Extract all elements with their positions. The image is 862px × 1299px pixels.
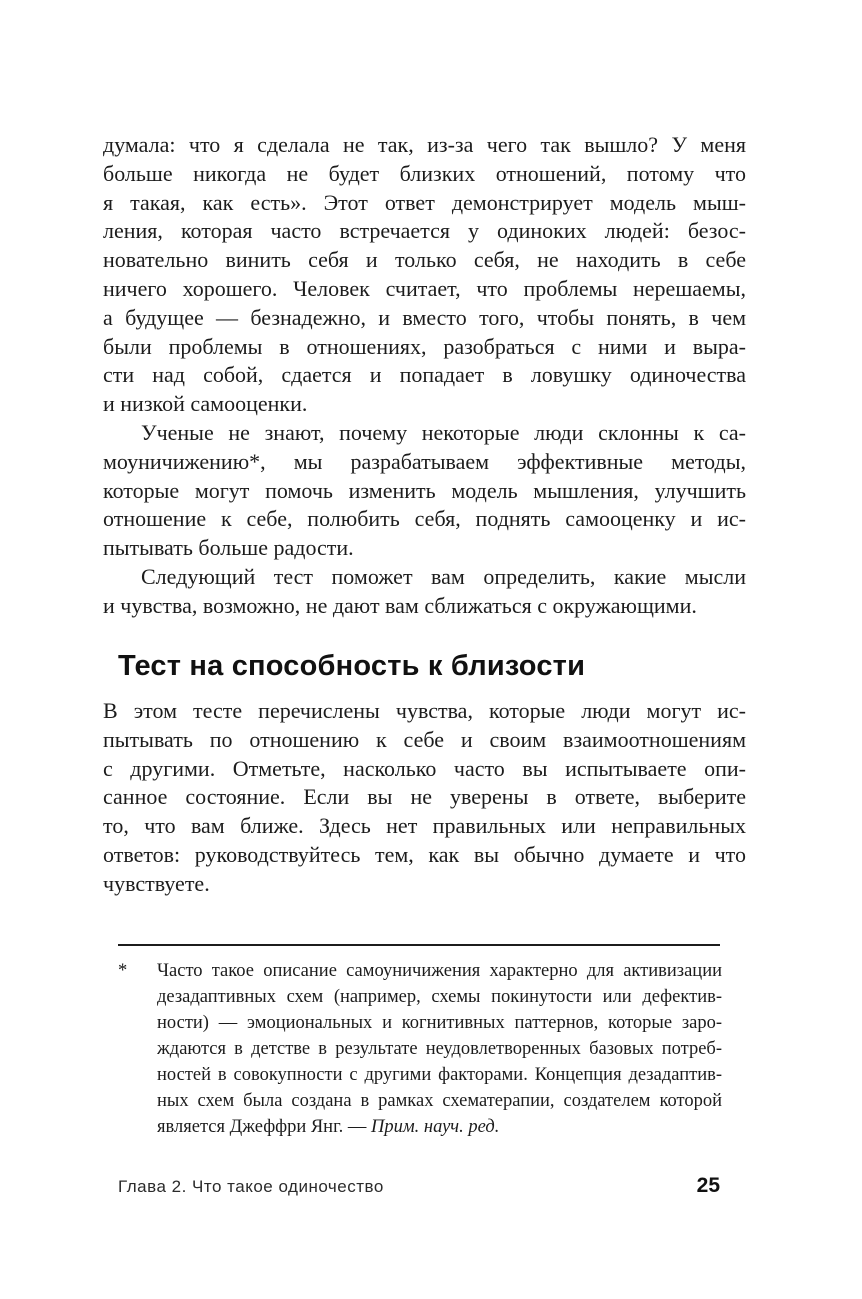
text-line: сти над собой, сдается и попадает в ловушку одиночества (103, 362, 746, 388)
text-line: новательно винить себя и только себя, не находить в себе (103, 247, 746, 273)
text-line: думала: что я сделала не так, из-за чего так вышло? У меня (103, 132, 746, 157)
footer-page-number: 25 (696, 1174, 720, 1197)
section-heading: Тест на способность к близости (118, 650, 586, 682)
paragraph (103, 131, 746, 419)
text-line: были проблемы в отношениях, разобраться с ними и выра- (103, 333, 746, 359)
body-text-top (103, 131, 746, 621)
footnote-marker: * (118, 961, 128, 981)
text-line: ответов: руководствуйтесь тем, как вы обычно думаете и что (103, 841, 746, 867)
text-line: ности) — эмоциональных и когнитивных паттернов, которые заро- (157, 1013, 722, 1033)
text-line: отношение к себе, полюбить себя, поднять самооценку и ис- (103, 506, 746, 532)
footnote (118, 958, 722, 1140)
text-line: ничего хорошего. Человек считает, что проблемы нерешаемы, (103, 275, 746, 301)
paragraph (103, 563, 746, 621)
footnote-text (157, 958, 722, 1140)
footnote-attribution-italic: Прим. науч. ред. (370, 1117, 500, 1137)
paragraph (103, 419, 746, 563)
text-line: ления, которая часто встречается у одиноких людей: безос- (103, 218, 746, 244)
text-line: Следующий тест поможет вам определить, какие мысли (141, 563, 746, 589)
text-line: больше никогда не будет близких отношений, потому что (103, 160, 746, 186)
text-line: и чувства, возможно, не дают вам сближаться с окружающими. (103, 592, 697, 618)
footnote-last-line (157, 1114, 722, 1140)
text-line: с другими. Отметьте, насколько часто вы испытываете опи- (103, 755, 746, 781)
page-footer (118, 1174, 720, 1198)
text-line: пытывать по отношению к себе и своим взаимоотношениям (103, 726, 746, 752)
text-line: которые могут помочь изменить модель мышления, улучшить (103, 477, 746, 503)
text-line: ждаются в детстве в результате неудовлетворенных базовых потреб- (157, 1039, 722, 1059)
text-line: ных схем была создана в рамках схематерапии, создателем которой (157, 1091, 722, 1111)
text-line: санное состояние. Если вы не уверены в ответе, выберите (103, 784, 746, 810)
paragraph (103, 697, 746, 899)
text-line: я такая, как есть». Этот ответ демонстрирует модель мыш- (103, 189, 746, 215)
text-line: Ученые не знают, почему некоторые люди склонны к са- (141, 419, 746, 445)
text-line: моуничижению*, мы разрабатываем эффективные методы, (103, 448, 746, 474)
text-line: чувствуете. (103, 870, 210, 896)
text-line: и низкой самооценки. (103, 391, 308, 417)
footnote-divider (118, 944, 720, 946)
text-line: ностей в совокупности с другими факторами. Концепция дезадаптив- (157, 1065, 722, 1085)
body-text-section (103, 697, 746, 899)
footnote-attribution: является Джеффри Янг. — (157, 1117, 371, 1137)
text-line: Часто такое описание самоуничижения характерно для активизации (157, 961, 722, 981)
text-line: пытывать больше радости. (103, 535, 354, 561)
text-line: а будущее — безнадежно, и вместо того, чтобы понять, в чем (103, 304, 746, 330)
footer-chapter-label: Глава 2. Что такое одиночество (118, 1177, 384, 1196)
text-line: дезадаптивных схем (например, схемы покинутости или дефектив- (157, 987, 722, 1007)
text-line: то, что вам ближе. Здесь нет правильных или неправильных (103, 813, 746, 839)
text-line: В этом тесте перечислены чувства, которые люди могут ис- (103, 698, 746, 723)
footnote-lines (157, 958, 722, 1114)
